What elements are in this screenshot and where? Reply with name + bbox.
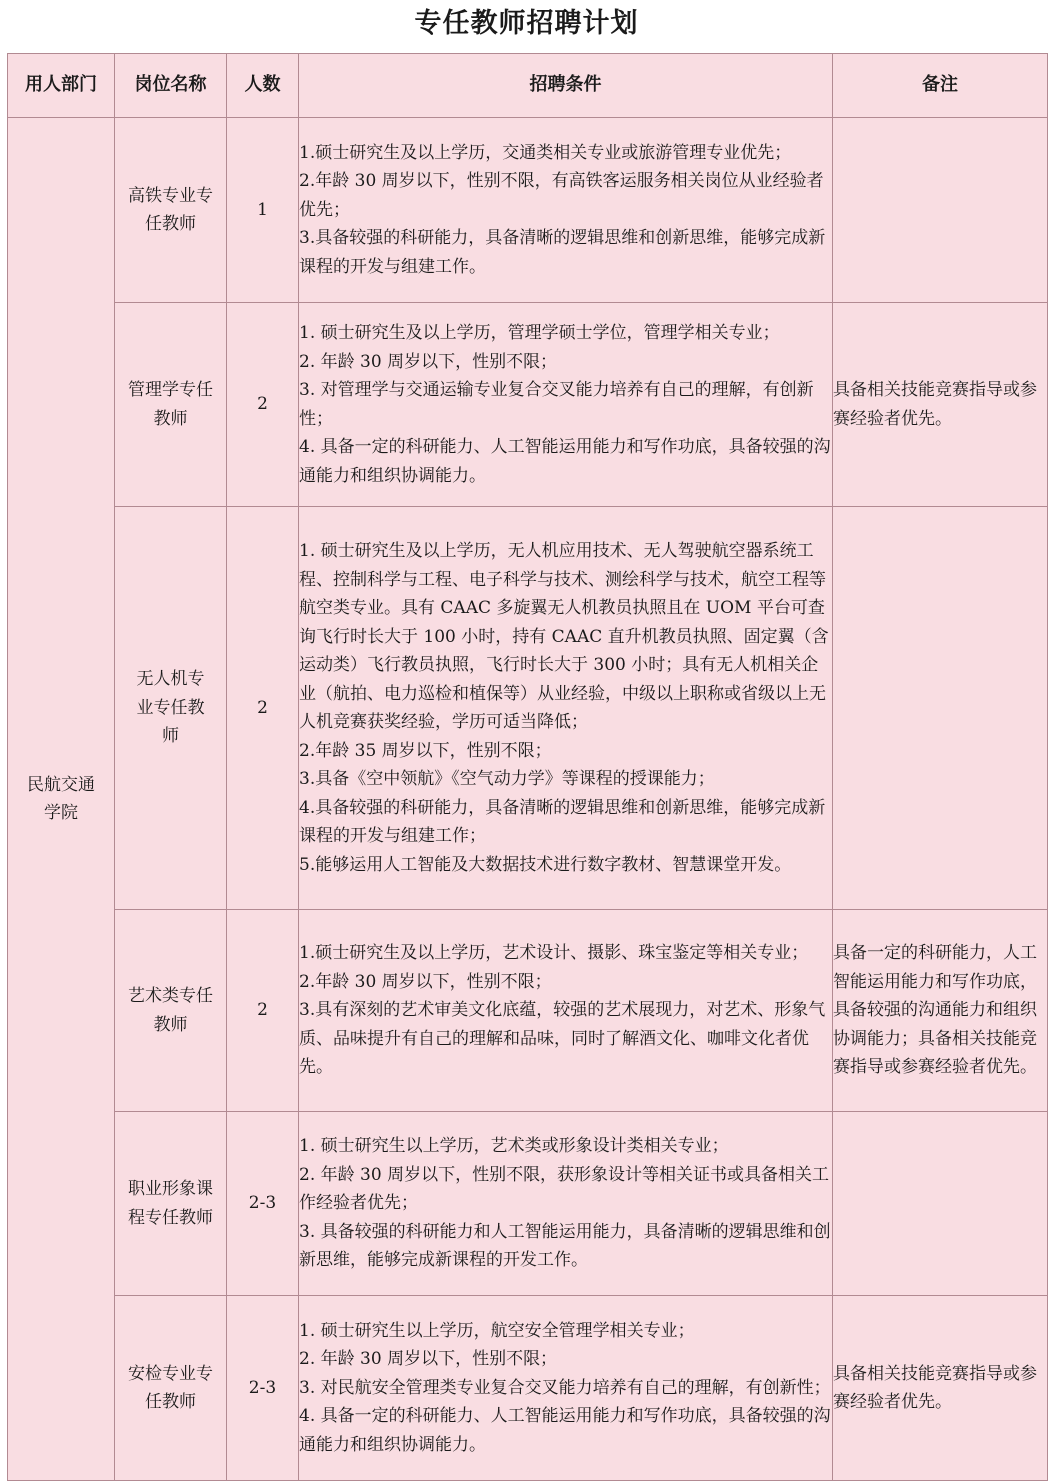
department-cell [8, 118, 115, 1481]
requirement-item: 2. 年龄 30 周岁以下，性别不限，获形象设计等相关证书或具备相关工作经验者优先； [299, 1164, 830, 1214]
requirement-item: 2.年龄 30 周岁以下，性别不限； [299, 971, 552, 992]
position-name: 管理学专任教师 [128, 380, 213, 429]
requirement-item: 1.硕士研究生及以上学历，交通类相关专业或旅游管理专业优先； [299, 142, 792, 163]
table-row [8, 507, 1048, 910]
requirement-item: 3. 具备较强的科研能力和人工智能运用能力，具备清晰的逻辑思维和创新思维，能够完成新课程的开发工作。 [299, 1221, 831, 1271]
count-cell: 2-3 [227, 1112, 299, 1296]
requirement-item: 3. 对民航安全管理类专业复合交叉能力培养有自己的理解，有创新性； [299, 1377, 831, 1398]
department-name: 民航交通学院 [27, 774, 95, 823]
table-row [8, 1112, 1048, 1296]
position-name: 高铁专业专任教师 [128, 185, 213, 234]
note-cell: 具备一定的科研能力，人工智能运用能力和写作功底，具备较强的沟通能力和组织协调能力；具备相关技能竞赛指导或参赛经验者优先。 [833, 910, 1048, 1112]
count-cell: 2 [227, 910, 299, 1112]
requirement-item: 1. 硕士研究生及以上学历，无人机应用技术、无人驾驶航空器系统工程、控制科学与工程、电子科学与技术、测绘科学与技术，航空工程等航空类专业。具有 CAAC 多旋翼无人机教员执照且在 UOM 平台可查询飞行时长大于 100 小时，持有 CAAC 直升机教员执照、固定翼（含运动类）飞行教员执照，飞行时长大于 300 小时；具有无人机相关企业（航拍、电力巡检和植保等）从业经验，中级以上职称或省级以上无人机竞赛获奖经验，学历可适当降低； [299, 541, 829, 732]
requirement-item: 3.具备较强的科研能力，具备清晰的逻辑思维和创新思维，能够完成新课程的开发与组建工作。 [299, 228, 826, 277]
position-name: 无人机专业专任教师 [136, 669, 205, 747]
note-cell: 具备相关技能竞赛指导或参赛经验者优先。 [833, 1296, 1048, 1481]
table-row [8, 910, 1048, 1112]
requirement-item: 1. 硕士研究生及以上学历，管理学硕士学位，管理学相关专业； [299, 323, 780, 343]
position-name: 安检专业专任教师 [128, 1363, 213, 1412]
requirement-item: 5.能够运用人工智能及大数据技术进行数字教材、智慧课堂开发。 [299, 854, 792, 875]
position-cell [115, 1112, 227, 1296]
position-cell [115, 507, 227, 910]
requirements-cell [299, 1296, 833, 1481]
table-row [8, 118, 1048, 303]
header-requirements: 招聘条件 [299, 54, 833, 118]
note-cell [833, 1112, 1048, 1296]
header-count: 人数 [227, 54, 299, 118]
count-cell: 2-3 [227, 1296, 299, 1481]
requirement-item: 2.年龄 30 周岁以下，性别不限，有高铁客运服务相关岗位从业经验者优先； [299, 171, 824, 220]
requirement-item: 2.年龄 35 周岁以下，性别不限； [299, 740, 552, 761]
requirements-cell [299, 118, 833, 303]
note-cell [833, 507, 1048, 910]
header-row [8, 54, 1048, 118]
recruitment-table [7, 53, 1048, 1481]
position-name: 艺术类专任教师 [128, 986, 213, 1035]
count-cell: 2 [227, 303, 299, 507]
position-cell [115, 118, 227, 303]
requirement-item: 2. 年龄 30 周岁以下，性别不限； [299, 1349, 558, 1370]
page-title: 专任教师招聘计划 [414, 8, 639, 39]
requirements-cell [299, 303, 833, 507]
note-cell: 具备相关技能竞赛指导或参赛经验者优先。 [833, 303, 1048, 507]
requirement-item: 1. 硕士研究生以上学历，艺术类或形象设计类相关专业； [299, 1136, 729, 1157]
requirement-item: 3.具备《空中领航》《空气动力学》等课程的授课能力； [299, 769, 715, 789]
requirement-item: 4.具备较强的科研能力，具备清晰的逻辑思维和创新思维，能够完成新课程的开发与组建工作； [299, 797, 826, 846]
requirement-item: 3.具有深刻的艺术审美文化底蕴，较强的艺术展现力，对艺术、形象气质、品味提升有自己的理解和品味，同时了解酒文化、咖啡文化者优先。 [299, 1000, 826, 1078]
table-row [8, 1296, 1048, 1481]
requirements-cell [299, 507, 833, 910]
count-cell: 2 [227, 507, 299, 910]
table-row [8, 303, 1048, 507]
requirement-item: 3. 对管理学与交通运输专业复合交叉能力培养有自己的理解，有创新性； [299, 380, 814, 429]
requirement-item: 1.硕士研究生及以上学历，艺术设计、摄影、珠宝鉴定等相关专业； [299, 943, 809, 964]
requirement-item: 2. 年龄 30 周岁以下，性别不限； [299, 351, 558, 372]
requirement-item: 4. 具备一定的科研能力、人工智能运用能力和写作功底，具备较强的沟通能力和组织协调能力。 [299, 437, 831, 486]
requirement-item: 4. 具备一定的科研能力、人工智能运用能力和写作功底，具备较强的沟通能力和组织协调能力。 [299, 1406, 831, 1455]
position-cell [115, 910, 227, 1112]
position-cell [115, 1296, 227, 1481]
position-name: 职业形象课程专任教师 [128, 1179, 213, 1228]
requirements-cell [299, 910, 833, 1112]
count-cell: 1 [227, 118, 299, 303]
requirements-cell [299, 1112, 833, 1296]
note-cell [833, 118, 1048, 303]
position-cell [115, 303, 227, 507]
header-notes: 备注 [833, 54, 1048, 118]
requirement-item: 1. 硕士研究生以上学历，航空安全管理学相关专业； [299, 1320, 695, 1341]
header-department: 用人部门 [8, 54, 115, 118]
header-position: 岗位名称 [115, 54, 227, 118]
